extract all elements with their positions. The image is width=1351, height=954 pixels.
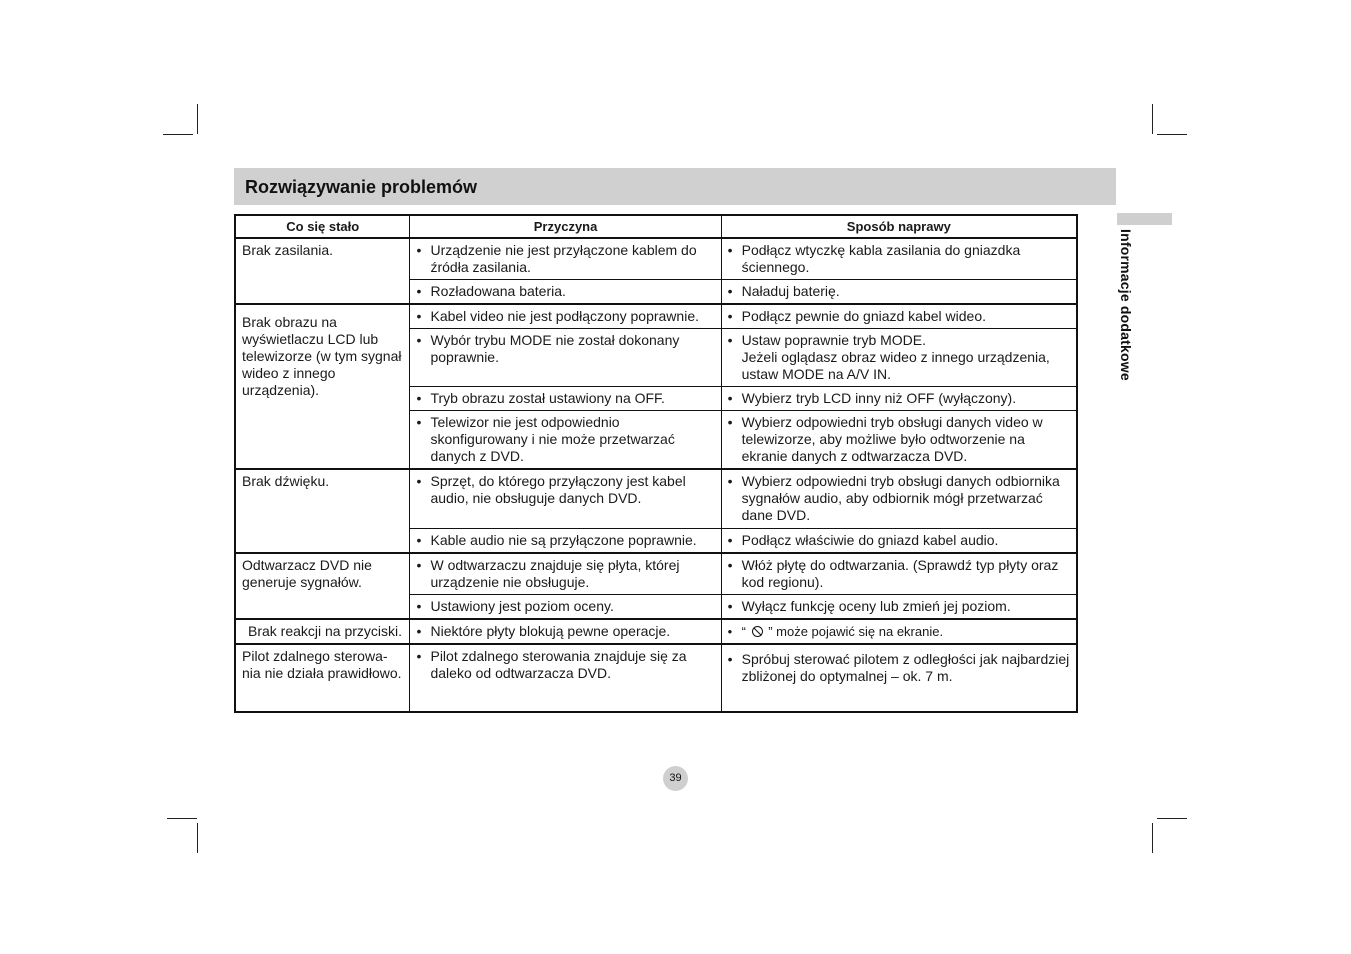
cause-cell: • W odtwarzaczu znajduje się płyta, której urządzenie nie obsługuje. xyxy=(410,553,721,595)
crop-mark xyxy=(163,134,193,135)
crop-mark xyxy=(1152,823,1153,853)
problem-cell: Odtwarzacz DVD nie generuje sygnałów. xyxy=(235,553,410,619)
cause-cell: • Kabel video nie jest podłączony poprawnie. xyxy=(410,304,721,329)
cause-cell: • Urządzenie nie jest przyłączone kablem do źródła zasilania. xyxy=(410,238,721,280)
cause-cell: • Niektóre płyty blokują pewne operacje. xyxy=(410,619,721,644)
cause-cell: • Kable audio nie są przyłączone poprawnie. xyxy=(410,529,721,554)
table-row xyxy=(235,469,1077,529)
fix-cell: • Podłącz właściwie do gniazd kabel audio. xyxy=(721,529,1077,554)
problem-cell: Brak dźwięku. xyxy=(235,469,410,553)
table-header-row xyxy=(235,215,1077,238)
problem-cell: Brak zasilania. xyxy=(235,238,410,304)
problem-cell: Brak reakcji na przyciski. xyxy=(235,619,410,644)
fix-cell: • Wybierz odpowiedni tryb obsługi danych video w telewizorze, aby możliwe było odtworzenie na ekranie danych z odtwarzacza DVD. xyxy=(721,411,1077,470)
cause-cell: • Telewizor nie jest odpowiednio skonfigurowany i nie może przetwarzać danych z DVD. xyxy=(410,411,721,470)
table-row xyxy=(235,553,1077,595)
header-fix: Sposób naprawy xyxy=(721,215,1077,238)
cause-cell: • Pilot zdalnego sterowania znajduje się za daleko od odtwarzacza DVD. xyxy=(410,644,721,712)
fix-cell: • Podłącz wtyczkę kabla zasilania do gniazdka ściennego. xyxy=(721,238,1077,280)
fix-cell: • Wybierz odpowiedni tryb obsługi danych odbiornika sygnałów audio, aby odbiornik mógł przetwarzać dane DVD. xyxy=(721,469,1077,529)
table-row xyxy=(235,238,1077,280)
prohibited-icon xyxy=(752,626,763,637)
side-tab-bar xyxy=(1117,213,1172,225)
table-row xyxy=(235,619,1077,644)
cause-cell: • Tryb obrazu został ustawiony na OFF. xyxy=(410,387,721,411)
page-title: Rozwiązywanie problemów xyxy=(245,177,478,197)
table-row xyxy=(235,304,1077,329)
fix-cell: • Ustaw poprawnie tryb MODE. Jeżeli oglądasz obraz wideo z innego urządzenia, ustaw MODE na A/V IN. xyxy=(721,329,1077,387)
crop-mark xyxy=(167,818,197,819)
cause-cell: • Ustawiony jest poziom oceny. xyxy=(410,595,721,620)
table-row xyxy=(235,644,1077,712)
crop-mark xyxy=(1157,134,1187,135)
fix-cell: • Wyłącz funkcję oceny lub zmień jej poziom. xyxy=(721,595,1077,620)
problem-cell: Brak obrazu na wyświetlaczu LCD lub telewizorze (w tym sygnał wideo z innego urządzenia). xyxy=(235,304,410,469)
fix-cell: • Podłącz pewnie do gniazd kabel wideo. xyxy=(721,304,1077,329)
page-number: 39 xyxy=(663,766,688,791)
side-tab-label: Informacje dodatkowe xyxy=(1118,229,1134,381)
crop-mark xyxy=(1152,104,1153,134)
cause-cell: • Rozładowana bateria. xyxy=(410,280,721,305)
title-band xyxy=(234,168,1116,205)
problem-cell: Pilot zdalnego sterowa-nia nie działa prawidłowo. xyxy=(235,644,410,712)
cause-cell: • Wybór trybu MODE nie został dokonany poprawnie. xyxy=(410,329,721,387)
fix-cell: • Włóż płytę do odtwarzania. (Sprawdź typ płyty oraz kod regionu). xyxy=(721,553,1077,595)
troubleshooting-table xyxy=(234,214,1078,713)
fix-cell: • Naładuj baterię. xyxy=(721,280,1077,305)
fix-cell: • “ ” może pojawić się na ekranie. xyxy=(721,619,1077,644)
header-cause: Przyczyna xyxy=(410,215,721,238)
crop-mark xyxy=(197,823,198,853)
crop-mark xyxy=(1157,818,1187,819)
crop-mark xyxy=(197,104,198,134)
header-what: Co się stało xyxy=(235,215,410,238)
fix-cell: • Spróbuj sterować pilotem z odległości jak najbardziej zbliżonej do optymalnej – ok. 7 m. xyxy=(721,644,1077,712)
cause-cell: • Sprzęt, do którego przyłączony jest kabel audio, nie obsługuje danych DVD. xyxy=(410,469,721,529)
fix-cell: • Wybierz tryb LCD inny niż OFF (wyłączony). xyxy=(721,387,1077,411)
